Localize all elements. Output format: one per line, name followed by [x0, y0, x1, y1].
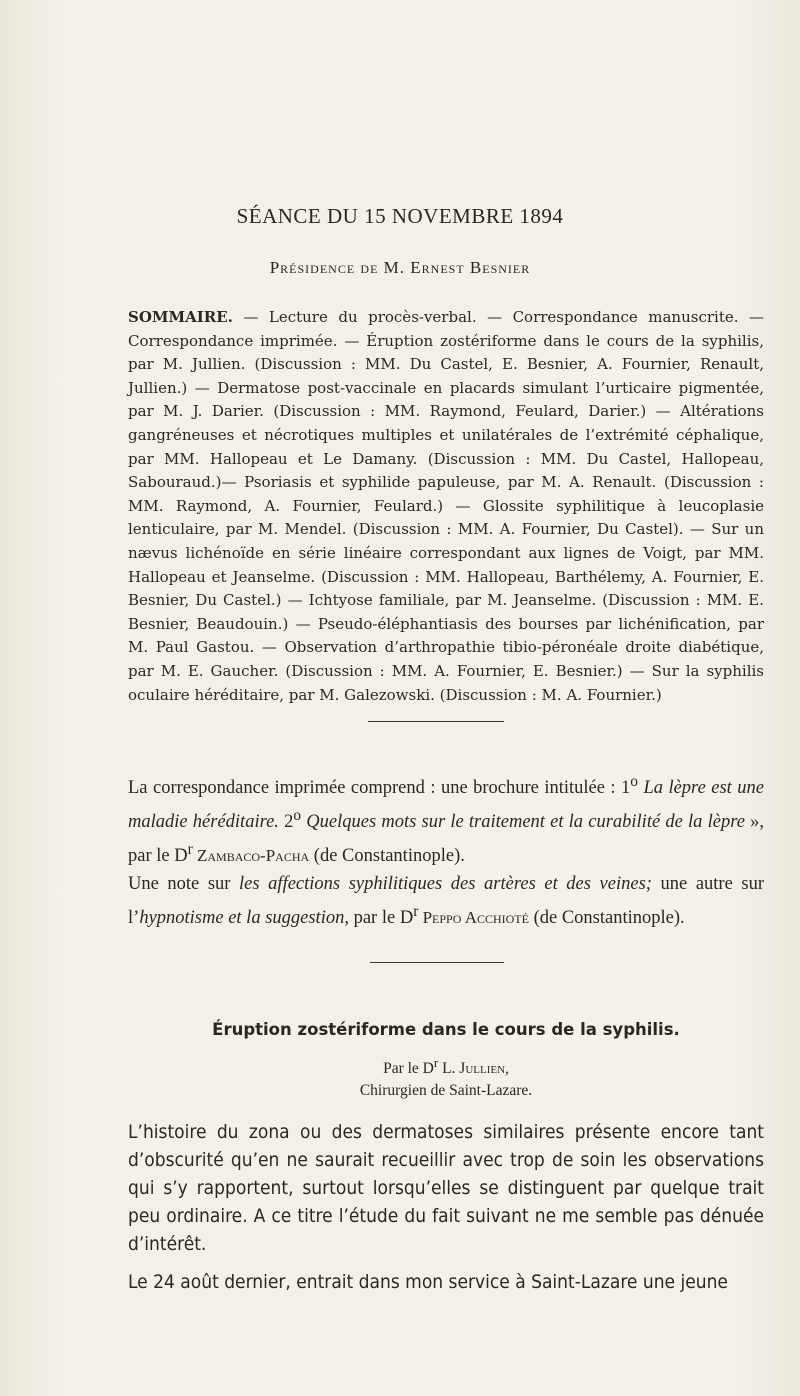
author-name: Zambaco-Pacha [192, 846, 310, 866]
article-paragraph-1: L’histoire du zona ou des dermatoses similaires présente encore tant d’obscurité qu’en ne saurait recueillir avec trop de soin les observations qui s’y rapportent, surtout lorsqu’elles se distinguent par quelque trait peu ordinaire. A ce titre l’étude du fait suivant ne me semble pas dénuée d’intérêt. [128, 1121, 764, 1255]
article-paragraph-2: Le 24 août dernier, entrait dans mon service à Saint-Lazare une jeune [128, 1271, 728, 1293]
text-run: par le D [348, 908, 414, 929]
text-run: Une note sur [128, 874, 240, 895]
author-name: Peppo Acchioté [418, 908, 529, 928]
text-run: 2 [278, 812, 294, 833]
text-run: (de Constantinople). [528, 908, 685, 929]
article-byline [128, 1052, 764, 1102]
separator-rule [370, 962, 504, 963]
correspondance-paragraph-2 [128, 870, 764, 932]
italic-title: hypnotisme et la suggestion, [139, 908, 349, 929]
superscript: r [433, 1055, 439, 1070]
italic-title: Quelques mots sur le traitement et la curabilité de la lèpre [301, 812, 745, 833]
byline-role: Chirurgien de Saint-Lazare. [359, 1082, 533, 1100]
superscript: r [413, 903, 419, 921]
text-run: Par le D [383, 1060, 434, 1078]
correspondance-paragraph-1 [128, 768, 764, 870]
sommaire-text: — Lecture du procès-verbal. — Correspondance manuscrite. — Correspondance imprimée. — Éruption zostériforme dans le cours de la syphilis, par M. Jullien. (Discussion : MM. Du Castel, E. Besnier, A. Fournier, Renault, Jullien.) — Dermatose post-vaccinale en placards simulant l’urticaire pigmentée, par M. J. Darier. (Discussion : MM. Raymond, Feulard, Darier.) — Altérations gangréneuses et nécrotiques multiples et unilatérales de l’extrémité céphalique, par MM. Hallopeau et Le Damany. (Discussion : MM. Du Castel, Hallopeau, Sabouraud.)— Psoriasis et syphilide papuleuse, par M. A. Renault. (Discussion : MM. Raymond, A. Fournier, Feulard.) — Glossite syphilitique à leucoplasie lenticulaire, par M. Mendel. (Discussion : MM. A. Fournier, Du Castel). — Sur un nævus lichénoïde en série linéaire correspondant aux lignes de Voigt, par MM. Hallopeau et Jeanselme. (Discussion : MM. Hallopeau, Barthélemy, A. Fournier, E. Besnier, Du Castel.) — Ichtyose familiale, par M. Jeanselme. (Discussion : MM. E. Besnier, Beaudouin.) — Pseudo-éléphantiasis des bourses par lichénification, par M. Paul Gastou. — Observation d’arthropathie tibio-péronéale droite diabétique, par M. E. Gaucher. (Discussion : MM. A. Fournier, E. Besnier.) — Sur la syphilis oculaire héréditaire, par M. Galezowski. (Discussion : M. A. Fournier.) [128, 308, 764, 704]
correspondance-section [128, 768, 764, 933]
text-run: La correspondance imprimée comprend : une brochure intitulée : 1 [128, 778, 631, 799]
superscript: o [630, 773, 638, 790]
sommaire-lead: SOMMAIRE. [128, 308, 233, 326]
text-run: une autre sur l’ [128, 874, 764, 929]
session-title: SÉANCE DU 15 NOVEMBRE 1894 [236, 204, 564, 228]
article-body [128, 1118, 764, 1296]
article-heading: Éruption zostériforme dans le cours de la syphilis. [212, 1020, 680, 1039]
text-run: (de Constantinople). [309, 846, 465, 867]
presidence-line: Présidence de M. Ernest Besnier [269, 258, 531, 277]
byline-author [128, 1052, 764, 1080]
superscript: r [187, 841, 193, 859]
sommaire-paragraph [128, 306, 764, 707]
italic-title: les affections syphilitiques des artères et des veines; [239, 874, 652, 895]
separator-rule [368, 721, 504, 722]
text-run: », par le D [128, 812, 765, 867]
italic-title: La lèpre est une maladie héréditaire. [128, 778, 764, 833]
superscript: o [293, 807, 302, 825]
author-name: L. Jullien, [438, 1060, 509, 1078]
